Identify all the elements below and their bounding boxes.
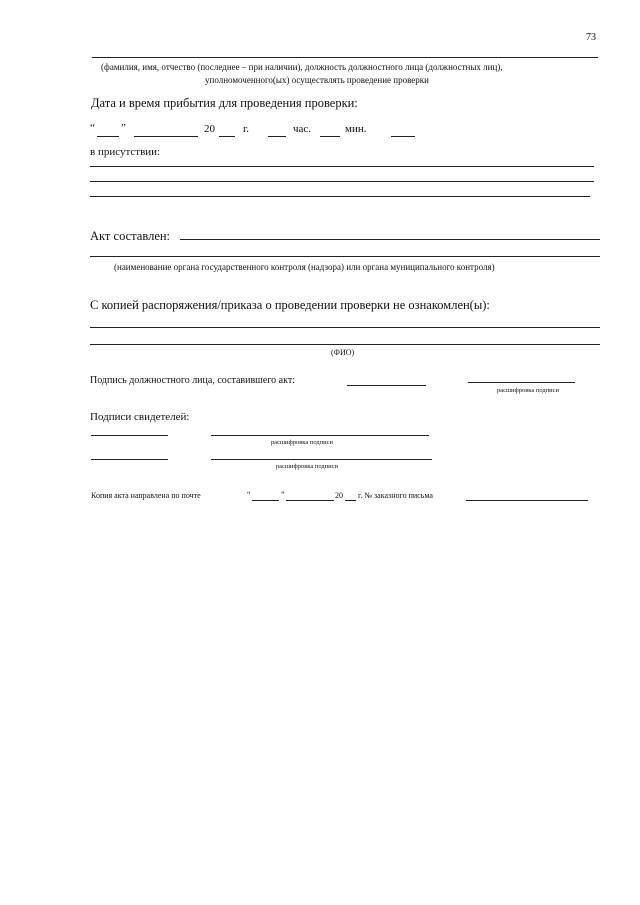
arrival-year-suffix: г.: [243, 123, 250, 135]
arrival-extra-field[interactable]: [391, 136, 415, 137]
witness-1-decoding-field[interactable]: [211, 435, 429, 436]
official-caption-line2: уполномоченного(ых) осуществлять проведение проверки: [205, 75, 429, 85]
mail-close-quote: ”: [281, 490, 285, 499]
official-caption-line1: (фамилия, имя, отчество (последнее – при наличии), должность должностного лица (должностных лиц),: [101, 62, 503, 72]
mail-suffix: г. № заказного письма: [358, 491, 433, 500]
official-signature-label: Подпись должностного лица, составившего акт:: [90, 375, 295, 386]
arrival-year-prefix: 20: [204, 123, 215, 135]
arrival-hours-label: час.: [293, 123, 312, 135]
page-number: 73: [586, 32, 596, 43]
witness-1-signature-field[interactable]: [91, 435, 168, 436]
official-decoding-caption: расшифровка подписи: [497, 387, 560, 394]
witness-2-decoding-field[interactable]: [211, 459, 432, 460]
act-label: Акт составлен:: [90, 229, 171, 243]
mail-day-field[interactable]: [252, 500, 279, 501]
official-name-line: [92, 57, 598, 58]
arrival-close-quote: ”: [121, 122, 126, 134]
mail-month-field[interactable]: [286, 500, 334, 501]
arrival-open-quote: “: [90, 122, 95, 134]
presence-line-2[interactable]: [90, 181, 594, 182]
presence-line-3[interactable]: [90, 196, 590, 197]
witnesses-label: Подписи свидетелей:: [90, 411, 190, 423]
arrival-minutes-label: мин.: [345, 123, 367, 135]
mail-letter-number-field[interactable]: [466, 500, 588, 501]
mail-prefix: Копия акта направлена по почте: [91, 491, 201, 500]
fio-caption: (ФИО): [331, 348, 355, 357]
copy-order-text: С копией распоряжения/приказа о проведении проверки не ознакомлен(ы):: [90, 298, 490, 312]
arrival-day-field[interactable]: [97, 136, 119, 137]
witness-2-decoding-caption: расшифровка подписи: [276, 463, 339, 470]
mail-year-prefix: 20: [335, 491, 343, 500]
arrival-month-field[interactable]: [134, 136, 198, 137]
mail-year-field[interactable]: [345, 500, 356, 501]
arrival-minutes-field[interactable]: [320, 136, 340, 137]
official-decoding-field[interactable]: [468, 382, 575, 383]
act-line-2[interactable]: [90, 256, 600, 257]
act-line-1[interactable]: [180, 239, 600, 240]
mail-open-quote: “: [247, 490, 251, 499]
witness-1-decoding-caption: расшифровка подписи: [271, 439, 334, 446]
presence-label: в присутствии:: [90, 146, 161, 158]
copy-order-line-1[interactable]: [90, 327, 600, 328]
copy-order-line-2[interactable]: [90, 344, 600, 345]
witness-2-signature-field[interactable]: [91, 459, 168, 460]
act-caption: (наименование органа государственного контроля (надзора) или органа муниципального контроля): [114, 262, 495, 272]
presence-line-1[interactable]: [90, 166, 594, 167]
official-signature-field[interactable]: [347, 385, 426, 386]
arrival-heading: Дата и время прибытия для проведения проверки:: [91, 96, 358, 110]
arrival-hours-field[interactable]: [268, 136, 286, 137]
arrival-year-field[interactable]: [219, 136, 235, 137]
